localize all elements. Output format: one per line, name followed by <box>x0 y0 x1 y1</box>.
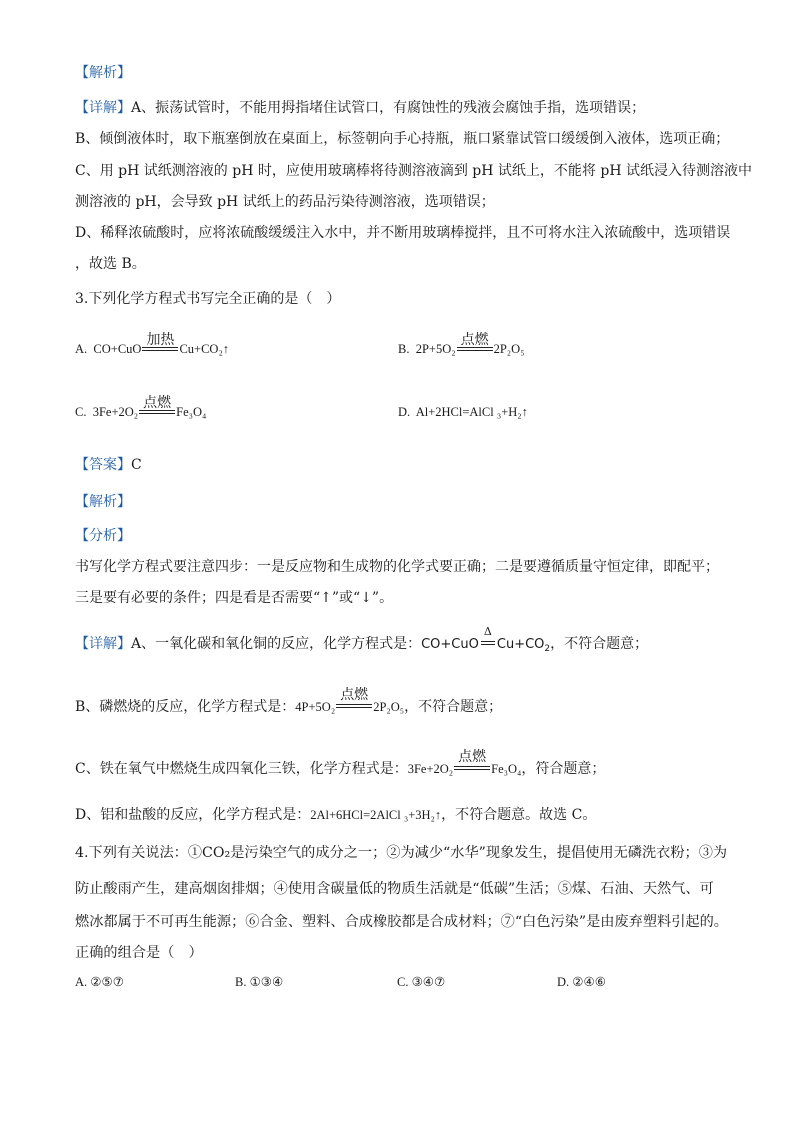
option-b-products: 2P₂O₅ <box>493 342 525 356</box>
q3-option-a[interactable] <box>75 332 230 357</box>
option-b-label: B. <box>398 342 410 356</box>
reaction-condition: 点燃 <box>340 687 369 703</box>
detail-d-prefix: D、铝和盐酸的反应，化学方程式是： <box>75 807 311 823</box>
detail-eq-d <box>75 804 596 826</box>
reaction-condition: 点燃 <box>143 395 172 412</box>
detail-eq-c <box>75 749 606 780</box>
answer-value: C <box>131 457 142 473</box>
detail-b-suffix: ，不符合题意； <box>404 699 503 715</box>
detail-d-equation: 2Al+6HCl=2AlCl ₃+3H₂↑ <box>310 808 442 822</box>
detail-label: 【详解】 <box>75 100 131 116</box>
analysis-line-1: 书写化学方程式要注意四步：一是反应物和生成物的化学式要正确；二是要遵循质量守恒定律，即配平； <box>75 559 719 575</box>
reaction-arrow <box>139 395 175 420</box>
option-a-products: Cu+CO₂↑ <box>179 342 230 356</box>
option-d-label: D. <box>398 405 411 419</box>
detail-a-text: A、振荡试管时，不能用拇指堵住试管口，有腐蚀性的残液会腐蚀手指，选项错误； <box>131 100 646 116</box>
detail-eq-b <box>75 687 503 718</box>
option-c-products: Fe₃O₄ <box>176 405 207 419</box>
q3-option-d[interactable] <box>398 405 528 420</box>
heat-condition <box>479 625 497 651</box>
q3-fenxi-label: 【分析】 <box>75 528 131 544</box>
detail-line-c1: C、用 pH 试纸测溶液的 pH 时，应使用玻璃棒将待测溶液滴到 pH 试纸上，不能将 pH 试纸浸入待测溶液中 <box>75 163 752 179</box>
detail-c-reactants: 3Fe+2O₂ <box>407 762 454 776</box>
delta-symbol: Δ <box>483 625 492 638</box>
q3-detail-label: 【详解】 <box>75 636 131 652</box>
detail-a-prefix: A、一氧化碳和氧化铜的反应，化学方程式是： <box>131 636 422 652</box>
q3-option-b[interactable] <box>398 332 525 357</box>
q4-option-b[interactable]: B. ①③④ <box>235 975 284 989</box>
reaction-condition: 加热 <box>146 332 175 349</box>
option-d-equation: Al+2HCl=AlCl ₃+H₂↑ <box>415 405 528 419</box>
detail-a-reactants: CO+CuO <box>421 637 479 652</box>
detail-c-prefix: C、铁在氧气中燃烧生成四氧化三铁，化学方程式是： <box>75 761 408 777</box>
detail-b-products: 2P₂O₅ <box>373 700 405 714</box>
reaction-arrow <box>454 749 490 776</box>
detail-b-prefix: B、磷燃烧的反应，化学方程式是： <box>75 699 296 715</box>
detail-a-products-text: Cu+CO <box>496 637 545 652</box>
detail-c-products: Fe₃O₄ <box>491 762 522 776</box>
detail-c-suffix: ，符合题意； <box>521 761 606 777</box>
reaction-condition: 点燃 <box>460 332 489 349</box>
reaction-arrow <box>142 332 178 357</box>
detail-line-b: B、倾倒液体时，取下瓶塞倒放在桌面上，标签朝向手心持瓶，瓶口紧靠试管口缓缓倒入液体，选项正确； <box>75 131 730 147</box>
analysis-line-2: 三是要有必要的条件；四是看是否需要“↑”或“↓”。 <box>75 590 394 606</box>
reaction-arrow <box>336 687 372 714</box>
option-c-reactants: 3Fe+2O₂ <box>92 405 139 419</box>
reaction-arrow <box>457 332 493 357</box>
detail-eq-a <box>75 625 649 660</box>
detail-line-a <box>75 97 645 119</box>
detail-line-d1: D、稀释浓硫酸时，应将浓硫酸缓缓注入水中，并不断用玻璃棒搅拌，且不可将水注入浓硫酸中，选项错误 <box>75 225 731 241</box>
q4-option-a[interactable]: A. ②⑤⑦ <box>75 975 124 989</box>
q3-option-c[interactable] <box>75 395 207 420</box>
q4-line-2: 防止酸雨产生，建高烟囱排烟；④使用含碳量低的物质生活就是“低碳”生活；⑤煤、石油、天然气、可 <box>75 881 714 897</box>
q4-line-3: 燃冰都属于不可再生能源；⑥合金、塑料、合成橡胶都是合成材料；⑦“白色污染”是由废弃塑料引起的。 <box>75 914 728 930</box>
reaction-condition: 点燃 <box>458 749 487 765</box>
detail-line-c2: 测溶液的 pH，会导致 pH 试纸上的药品污染待测溶液，选项错误； <box>75 194 495 210</box>
q3-stem: 3.下列化学方程式书写完全正确的是（ ） <box>75 291 341 307</box>
analysis-label: 【解析】 <box>75 65 131 81</box>
q4-line-4: 正确的组合是（ ） <box>75 945 203 961</box>
detail-a-products: $Cu+CO_2$ <box>496 637 551 654</box>
detail-d-suffix: ，不符合题意。故选 C。 <box>441 807 597 823</box>
q4-option-c[interactable]: C. ③④⑦ <box>397 975 446 989</box>
detail-a-suffix: ，不符合题意； <box>550 636 649 652</box>
q4-line-1: 4.下列有关说法：①CO₂是污染空气的成分之一；②为减少“水华”现象发生，提倡使用无磷洗衣粉；③为 <box>75 845 728 861</box>
option-a-label: A. <box>75 342 88 356</box>
option-b-reactants: 2P+5O₂ <box>415 342 456 356</box>
q3-analysis-label: 【解析】 <box>75 494 131 510</box>
detail-line-d2: ，故选 B。 <box>75 256 146 272</box>
option-c-label: C. <box>75 405 87 419</box>
option-a-reactants: CO+CuO <box>93 342 142 356</box>
answer-line <box>75 454 142 476</box>
answer-label: 【答案】 <box>75 457 131 473</box>
q4-option-d[interactable]: D. ②④⑥ <box>557 975 606 989</box>
detail-b-reactants: 4P+5O₂ <box>295 700 336 714</box>
